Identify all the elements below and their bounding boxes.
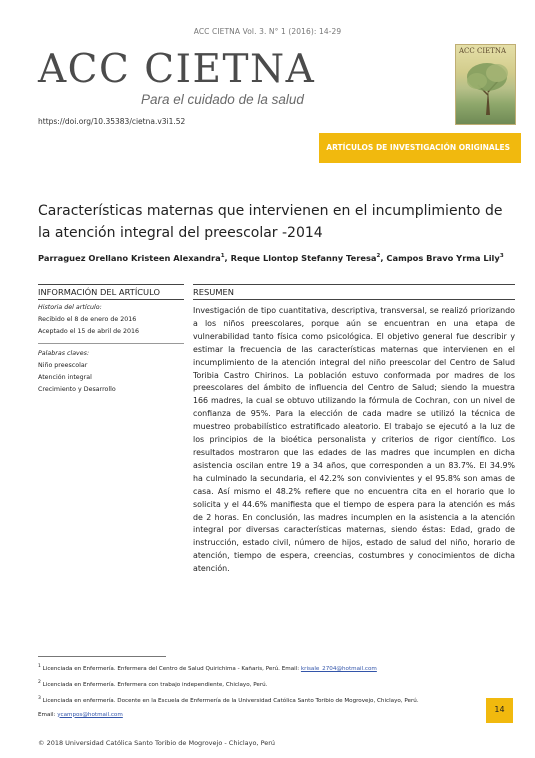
section-label: ARTÍCULOS DE INVESTIGACIÓN ORIGINALES [326,143,510,152]
email-link[interactable]: krisale_2704@hotmail.com [300,665,377,672]
running-header: ACC CIETNA Vol. 3. N° 1 (2016): 14-29 [193,27,342,36]
info-heading: INFORMACIÓN DEL ARTÍCULO [38,287,160,297]
copyright-notice: © 2018 Universidad Católica Santo Toribio de Mogrovejo - Chiclayo, Perú [38,739,276,747]
page-number: 14 [494,705,505,714]
article-title: Características maternas que intervienen en el incumplimiento de la atención integral del preescolar -2014 [38,203,503,241]
section-banner [319,133,521,163]
author-name: Parraguez Orellano Kristeen Alexandra [38,253,221,263]
footnote-3: $^3$ Licenciada en enfermería. Docente en la Escuela de Enfermería de la Universidad Católica Santo Toribio de Mogrovejo, Chiclayo, Perú. [38,695,419,704]
history-label: Historia del artículo: [38,304,102,311]
abstract-top-rule [193,284,515,285]
email-link[interactable]: ycampos@hotmail.com [57,711,123,718]
journal-subtitle: Para el cuidado de la salud [141,92,304,107]
journal-title: ACC CIETNA [38,47,316,92]
keyword: Niño preescolar [38,362,88,369]
abstract-text: Investigación de tipo cuantitativa, descriptiva, transversal, se realizó priorizando a los niños preescolares, porque aún se encuentran en una etapa de vulnerabilidad tanto física como psicológica. El objetivo general fue describir y estimar la frecuencia de las características maternas que intervienen en el incumplimiento de la atención integral del niño preescolar del Centro de Salud Toribia Castro Chirinos. La población estuvo conformada por madres de los preescolares del ámbito de influencia del Centro de Salud; siendo la muestra 166 madres, la cual se obtuvo utilizando la fórmula de Cochran, con un nivel de confianza de 95%. Para la elección de cada madre se utilizó la técnica de muestreo probabilístico estratificado aleatorio. El trabajo se ejecutó a la luz de los principios de la bioética personalista y criterios de rigor científico. Los resultados mostraron que las edades de las madres que incumplen en dicha asistencia oscilan entre 19 a 34 años, que corresponden a un 83.7%. El 34.9% ha culminado la secundaria, el 42.2% son convivientes y el 95.8% son amas de casa. Así mismo el 48.2% refiere que no encuentra cita en el horario que lo solicita y el 44.6% manifiesta que el tiempo de espera para la atención es más de 2 horas. En conclusión, las madres incumplen en la asistencia a la atención integral por diversas características maternas, siendo éstas: Edad, grado de instrucción, estado civil, número de hijos, estado de salud del niño, horario de atención, tiempo de espera, creencias, costumbres y conocimientos de dicha atención. [193,306,515,574]
abstract-heading-rule [193,299,515,300]
footnote-2: $^2$ Licenciada en Enfermería. Enfermera con trabajo independiente, Chiclayo, Perú. [38,679,268,688]
page-number-badge [486,698,513,723]
accepted-date: Aceptado el 15 de abril de 2016 [38,328,140,335]
footnote-rule [38,656,166,657]
info-top-rule [38,284,184,285]
author-list: Parraguez Orellano Kristeen Alexandra$^1$, Reque Llontop Stefanny Teresa$^2$, Campos Bravo Yrma Lily$^3$ [38,253,504,263]
keywords-block [38,348,183,396]
info-divider [38,343,184,344]
doi-link[interactable]: https://doi.org/10.35383/cietna.v3i1.52 [38,117,186,126]
journal-cover-image [455,44,516,125]
keywords-label: Palabras claves: [38,350,90,357]
footnote-1: $^1$ Licenciada en Enfermería. Enfermera del Centro de Salud Quirichima - Kañaris, Perú. Email: krisale_2704@hotmail.com [38,664,377,672]
footnotes [38,660,468,722]
keyword: Crecimiento y Desarrollo [38,386,116,393]
abstract-heading: RESUMEN [193,287,234,297]
keyword: Atención integral [38,374,92,381]
info-heading-rule [38,299,184,300]
tree-illustration-icon [464,59,510,115]
author-affiliation: 1 [220,253,225,260]
author-name: Campos Bravo Yrma Lily [386,253,500,263]
author-affiliation: 3 [499,253,504,260]
article-history [38,302,183,338]
cover-title: ACC CIETNA [459,47,507,55]
footnote-3-email: Email: ycampos@hotmail.com [38,711,123,718]
author-affiliation: 2 [376,253,381,260]
author-name: Reque Llontop Stefanny Teresa [230,253,377,263]
received-date: Recibido el 8 de enero de 2016 [38,316,137,323]
journal-brand [38,47,316,107]
